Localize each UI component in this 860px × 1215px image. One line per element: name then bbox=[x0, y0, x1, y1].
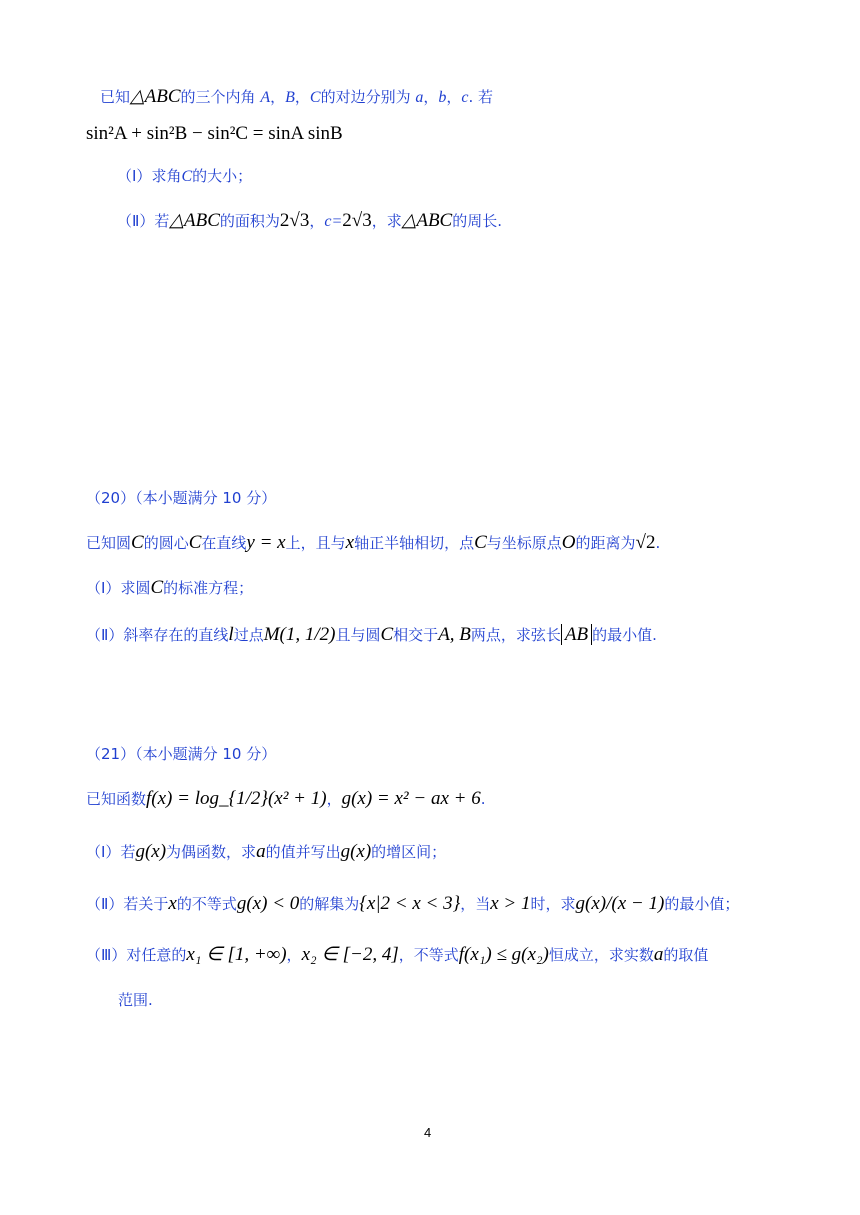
point-M: M(1, 1/2) bbox=[263, 624, 336, 645]
p19-intro-line bbox=[100, 86, 493, 109]
solution-set: {x|2 < x < 3} bbox=[359, 893, 461, 914]
distance-value: √2 bbox=[635, 532, 656, 553]
triangle-abc: △ABC bbox=[169, 210, 220, 231]
c-eq: c= bbox=[324, 213, 343, 230]
text: 的圆心 bbox=[143, 534, 189, 552]
text: ，不等式 bbox=[398, 946, 459, 964]
text: 若关于 bbox=[123, 895, 169, 913]
text: 的不等式 bbox=[176, 895, 237, 913]
text: 的增区间； bbox=[371, 843, 447, 861]
p21-q1 bbox=[86, 841, 446, 863]
text: 的周长. bbox=[452, 212, 503, 230]
text: 恒成立，求实数 bbox=[548, 946, 654, 964]
text: ，当 bbox=[460, 895, 491, 913]
inequality: g(x) < 0 bbox=[236, 893, 300, 914]
var-C: C bbox=[150, 577, 164, 598]
q-num: （Ⅱ） bbox=[117, 212, 155, 230]
text: 的值并写出 bbox=[265, 843, 341, 861]
text: 轴正半轴相切，点 bbox=[354, 534, 475, 552]
var-a: a bbox=[653, 944, 664, 965]
triangle-abc: △ABC bbox=[130, 86, 181, 107]
text: 为偶函数，求 bbox=[166, 843, 257, 861]
q-num: （Ⅰ） bbox=[86, 579, 121, 597]
p20-header: （20）（本小题满分 10 分） bbox=[86, 489, 277, 507]
text: 相交于 bbox=[393, 626, 439, 644]
text: ， bbox=[326, 790, 342, 808]
q-num: （Ⅱ） bbox=[86, 895, 124, 913]
points-AB: A, B bbox=[438, 624, 471, 645]
text: 已知圆 bbox=[86, 534, 132, 552]
text: 的标准方程； bbox=[163, 579, 254, 597]
text: ， bbox=[309, 212, 325, 230]
q-num: （Ⅱ） bbox=[86, 626, 124, 644]
var-C: C bbox=[181, 168, 193, 185]
sep: ， bbox=[270, 88, 286, 106]
var-x: x bbox=[345, 532, 355, 553]
p19-q1 bbox=[117, 165, 252, 188]
var-b: b bbox=[438, 89, 447, 106]
sep: ， bbox=[446, 88, 462, 106]
var-A: A bbox=[260, 89, 271, 106]
text: 的大小； bbox=[192, 167, 253, 185]
c-value: 2√3 bbox=[342, 210, 372, 231]
condition: x > 1 bbox=[490, 893, 531, 914]
text: . bbox=[480, 790, 486, 808]
g-definition: g(x) = x² − ax + 6 bbox=[341, 788, 481, 809]
var-l: l bbox=[228, 624, 234, 645]
p20-q1 bbox=[86, 577, 253, 599]
triangle-abc: △ABC bbox=[401, 210, 453, 231]
p21-header: （21）（本小题满分 10 分） bbox=[86, 745, 277, 763]
g-func: g(x) bbox=[135, 841, 167, 862]
text: 对任意的 bbox=[126, 946, 187, 964]
area-value: 2√3 bbox=[279, 210, 310, 231]
sep: ， bbox=[294, 88, 310, 106]
page-number: 4 bbox=[424, 1125, 432, 1140]
text: 时，求 bbox=[530, 895, 576, 913]
x1-domain: x₁ ∈ [1, +∞) bbox=[186, 944, 287, 965]
q-num: （Ⅰ） bbox=[86, 843, 121, 861]
p21-q3-cont: 范围. bbox=[118, 991, 153, 1009]
text: 已知 bbox=[100, 88, 131, 106]
var-a: a bbox=[415, 89, 424, 106]
var-O: O bbox=[561, 532, 576, 553]
var-C: C bbox=[309, 89, 321, 106]
var-C: C bbox=[474, 532, 487, 553]
sep: ， bbox=[423, 88, 439, 106]
q-num: （Ⅰ） bbox=[117, 167, 152, 185]
text: 求角 bbox=[151, 167, 182, 185]
text: 的距离为 bbox=[575, 534, 636, 552]
p19-q2 bbox=[117, 210, 502, 233]
text: 的对边分别为 bbox=[320, 88, 411, 106]
text: ， bbox=[286, 946, 302, 964]
q-num: （Ⅲ） bbox=[86, 946, 127, 964]
text: 的最小值. bbox=[592, 626, 657, 644]
text: 若 bbox=[120, 843, 136, 861]
text: 的三个内角 bbox=[180, 88, 256, 106]
text: 的面积为 bbox=[219, 212, 280, 230]
text: 的解集为 bbox=[299, 895, 360, 913]
text: 两点，求弦长 bbox=[470, 626, 561, 644]
p21-line1 bbox=[86, 788, 485, 810]
chord-AB: AB bbox=[561, 624, 592, 645]
var-a: a bbox=[256, 841, 266, 862]
text: 上，且与 bbox=[285, 534, 346, 552]
text: 的最小值； bbox=[664, 895, 740, 913]
text: ，求 bbox=[371, 212, 402, 230]
p21-q3 bbox=[86, 944, 708, 966]
text: 若 bbox=[154, 212, 170, 230]
text: 与坐标原点 bbox=[486, 534, 562, 552]
var-x: x bbox=[168, 893, 177, 914]
inequality: f(x₁) ≤ g(x₂) bbox=[458, 944, 549, 965]
x2-domain: x₂ ∈ [−2, 4] bbox=[301, 944, 399, 965]
var-C: C bbox=[188, 532, 202, 553]
p19-equation: sin²A + sin²B − sin²C = sinA sinB bbox=[86, 123, 343, 144]
p21-q2 bbox=[86, 893, 739, 915]
var-C: C bbox=[380, 624, 394, 645]
text: . bbox=[655, 534, 661, 552]
p20-q2 bbox=[86, 624, 657, 646]
text: 且与圆 bbox=[335, 626, 381, 644]
p20-line1 bbox=[86, 532, 660, 554]
text: . 若 bbox=[468, 88, 494, 106]
var-C: C bbox=[131, 532, 144, 553]
text: 过点 bbox=[233, 626, 264, 644]
var-B: B bbox=[285, 89, 295, 106]
text: 斜率存在的直线 bbox=[123, 626, 229, 644]
text: 的取值 bbox=[663, 946, 709, 964]
f-definition: f(x) = log_{1/2}(x² + 1) bbox=[146, 788, 327, 809]
text: 求圆 bbox=[120, 579, 151, 597]
line-eq: y = x bbox=[246, 532, 286, 553]
fraction-expr: g(x)/(x − 1) bbox=[575, 893, 665, 914]
text: 在直线 bbox=[201, 534, 247, 552]
var-c: c bbox=[461, 89, 469, 106]
g-func: g(x) bbox=[340, 841, 372, 862]
text: 已知函数 bbox=[86, 790, 147, 808]
